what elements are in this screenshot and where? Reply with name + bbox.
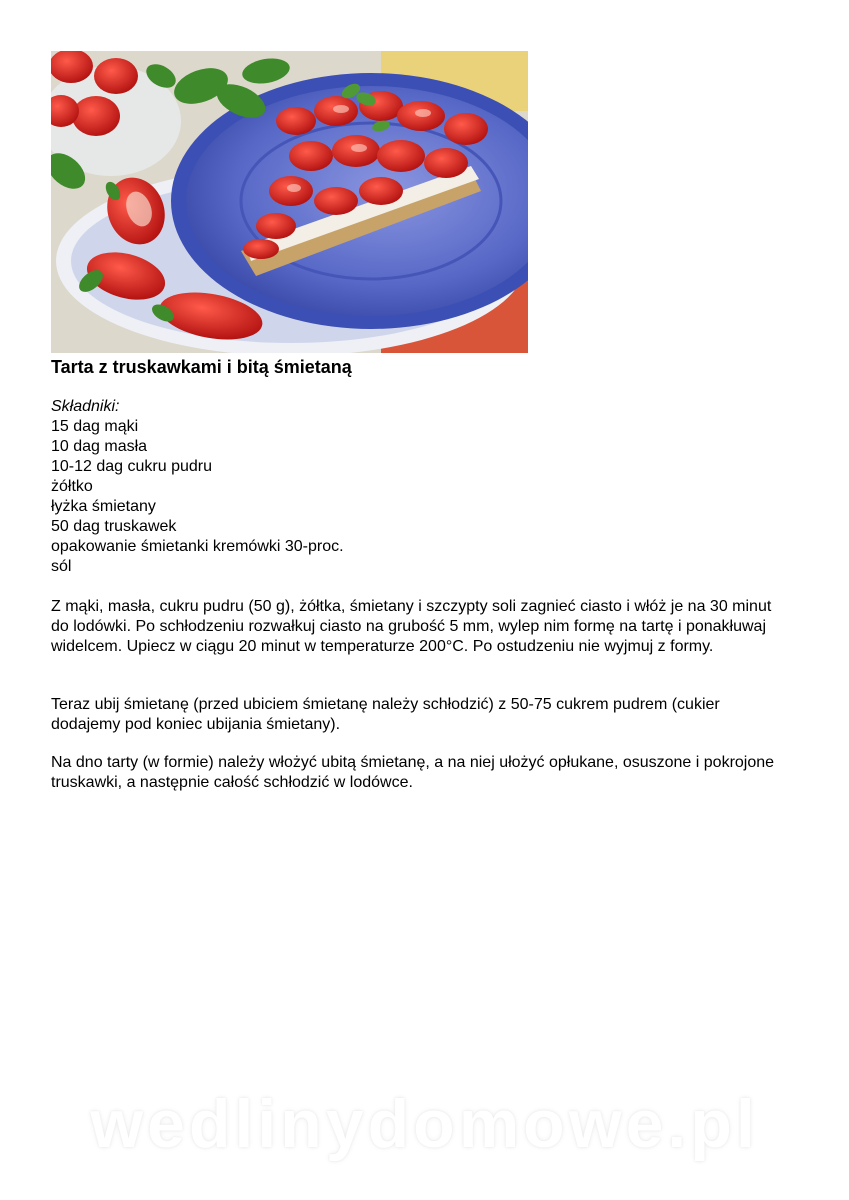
instruction-paragraph: Na dno tarty (w formie) należy włożyć ubitą śmietanę, a na niej ułożyć opłukane, osuszone i pokrojone truskawki, a następnie całość schłodzić w lodówce. xyxy=(51,754,775,791)
watermark: wedlinydomowe.pl xyxy=(90,1086,759,1162)
ingredients-section xyxy=(51,397,344,577)
ingredient-item: 10-12 dag cukru pudru xyxy=(51,458,212,475)
ingredient-item: żółtko xyxy=(51,478,93,495)
ingredient-item: sól xyxy=(51,558,72,575)
instruction-paragraph: Teraz ubij śmietanę (przed ubiciem śmietanę należy schłodzić) z 50-75 cukrem pudrem (cukier dodajemy pod koniec ubijania śmietany). xyxy=(51,696,720,733)
recipe-title: Tarta z truskawkami i bitą śmietaną xyxy=(51,357,352,377)
ingredient-item: 15 dag mąki xyxy=(51,418,139,435)
ingredient-item: łyżka śmietany xyxy=(51,498,156,515)
recipe-photo xyxy=(51,51,528,353)
ingredients-heading: Składniki: xyxy=(51,398,120,415)
instruction-paragraph: Z mąki, masła, cukru pudru (50 g), żółtka, śmietany i szczypty soli zagnieć ciasto i włóż je na 30 minut do lodówki. Po schłodzeniu rozwałkuj ciasto na grubość 5 mm, wylep nim formę na tartę i ponakłuwaj widelcem. Upiecz w ciągu 20 minut w temperaturze 200°C. Po ostudzeniu nie wyjmuj z formy. xyxy=(51,598,772,655)
ingredient-item: 10 dag masła xyxy=(51,438,148,455)
ingredient-item: opakowanie śmietanki kremówki 30-proc. xyxy=(51,538,344,555)
ingredients-list xyxy=(51,417,344,577)
ingredient-item: 50 dag truskawek xyxy=(51,518,177,535)
